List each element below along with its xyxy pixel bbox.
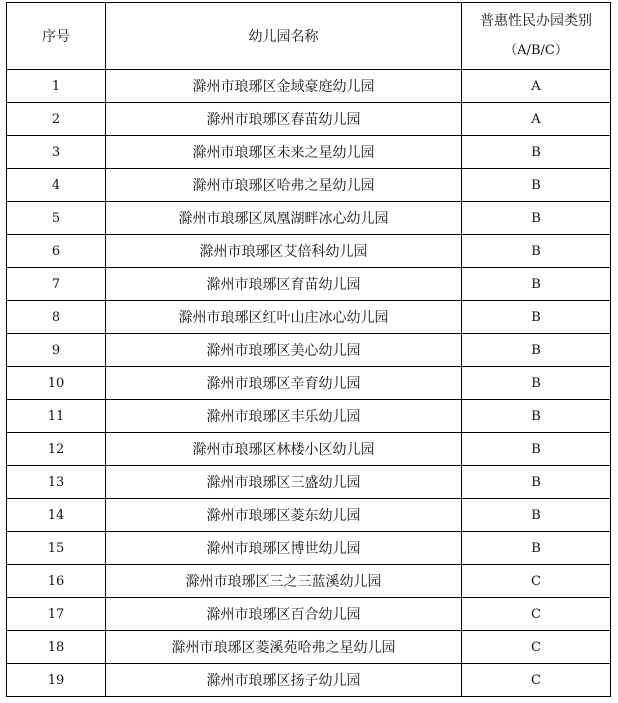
row-category-cell: A [462, 70, 611, 103]
row-category-cell: B [462, 202, 611, 235]
row-name-cell: 滁州市琅琊区哈弗之星幼儿园 [106, 169, 462, 202]
table-row [7, 301, 611, 334]
table-row [7, 202, 611, 235]
row-index-cell: 19 [7, 664, 106, 697]
row-index-cell: 13 [7, 466, 106, 499]
table-row [7, 400, 611, 433]
row-name-cell: 滁州市琅琊区丰乐幼儿园 [106, 400, 462, 433]
table-row [7, 565, 611, 598]
table-row [7, 70, 611, 103]
table-row [7, 466, 611, 499]
row-name-cell: 滁州市琅琊区育苗幼儿园 [106, 268, 462, 301]
row-name-cell: 滁州市琅琊区红叶山庄冰心幼儿园 [106, 301, 462, 334]
row-index-cell: 12 [7, 433, 106, 466]
row-name-cell: 滁州市琅琊区金域豪庭幼儿园 [106, 70, 462, 103]
row-category-cell: C [462, 598, 611, 631]
row-name-cell: 滁州市琅琊区艾倍科幼儿园 [106, 235, 462, 268]
row-category-cell: C [462, 631, 611, 664]
row-category-cell: C [462, 565, 611, 598]
row-category-cell: B [462, 136, 611, 169]
table-row [7, 598, 611, 631]
row-category-cell: B [462, 301, 611, 334]
row-index-cell: 5 [7, 202, 106, 235]
row-name-cell: 滁州市琅琊区百合幼儿园 [106, 598, 462, 631]
row-index-cell: 7 [7, 268, 106, 301]
row-name-cell: 滁州市琅琊区三之三蓝溪幼儿园 [106, 565, 462, 598]
header-category-options: （A/B/C） [504, 43, 568, 58]
row-index-cell: 15 [7, 532, 106, 565]
row-index-cell: 16 [7, 565, 106, 598]
row-category-cell: B [462, 268, 611, 301]
table-row [7, 433, 611, 466]
row-category-cell: B [462, 169, 611, 202]
row-category-cell: A [462, 103, 611, 136]
row-name-cell: 滁州市琅琊区菱东幼儿园 [106, 499, 462, 532]
row-category-cell: B [462, 532, 611, 565]
row-index-cell: 4 [7, 169, 106, 202]
row-category-cell: B [462, 367, 611, 400]
row-index-cell: 17 [7, 598, 106, 631]
row-name-cell: 滁州市琅琊区三盛幼儿园 [106, 466, 462, 499]
row-index-cell: 3 [7, 136, 106, 169]
table-row [7, 268, 611, 301]
header-name: 幼儿园名称 [106, 3, 462, 70]
row-name-cell: 滁州市琅琊区未来之星幼儿园 [106, 136, 462, 169]
row-category-cell: B [462, 400, 611, 433]
row-name-cell: 滁州市琅琊区凤凰湖畔冰心幼儿园 [106, 202, 462, 235]
header-category [462, 3, 611, 70]
row-name-cell: 滁州市琅琊区博世幼儿园 [106, 532, 462, 565]
row-index-cell: 8 [7, 301, 106, 334]
row-category-cell: B [462, 334, 611, 367]
row-name-cell: 滁州市琅琊区扬子幼儿园 [106, 664, 462, 697]
header-index: 序号 [7, 3, 106, 70]
row-category-cell: B [462, 433, 611, 466]
table-row [7, 136, 611, 169]
table-row [7, 631, 611, 664]
row-category-cell: C [462, 664, 611, 697]
table-row [7, 664, 611, 697]
row-index-cell: 18 [7, 631, 106, 664]
row-category-cell: B [462, 235, 611, 268]
row-index-cell: 6 [7, 235, 106, 268]
table-header [7, 3, 611, 70]
row-index-cell: 11 [7, 400, 106, 433]
table-body [7, 70, 611, 697]
row-name-cell: 滁州市琅琊区美心幼儿园 [106, 334, 462, 367]
table-row [7, 169, 611, 202]
row-index-cell: 10 [7, 367, 106, 400]
table-row [7, 334, 611, 367]
row-index-cell: 14 [7, 499, 106, 532]
table-row [7, 532, 611, 565]
row-category-cell: B [462, 499, 611, 532]
row-name-cell: 滁州市琅琊区春苗幼儿园 [106, 103, 462, 136]
table-row [7, 367, 611, 400]
row-index-cell: 1 [7, 70, 106, 103]
row-index-cell: 2 [7, 103, 106, 136]
table-row [7, 499, 611, 532]
row-name-cell: 滁州市琅琊区菱溪苑哈弗之星幼儿园 [106, 631, 462, 664]
table-row [7, 103, 611, 136]
kindergarten-table [6, 2, 611, 697]
row-index-cell: 9 [7, 334, 106, 367]
header-row [7, 3, 611, 70]
table-row [7, 235, 611, 268]
row-name-cell: 滁州市琅琊区辛育幼儿园 [106, 367, 462, 400]
row-name-cell: 滁州市琅琊区林楼小区幼儿园 [106, 433, 462, 466]
row-category-cell: B [462, 466, 611, 499]
header-category-title: 普惠性民办园类别 [480, 13, 592, 29]
